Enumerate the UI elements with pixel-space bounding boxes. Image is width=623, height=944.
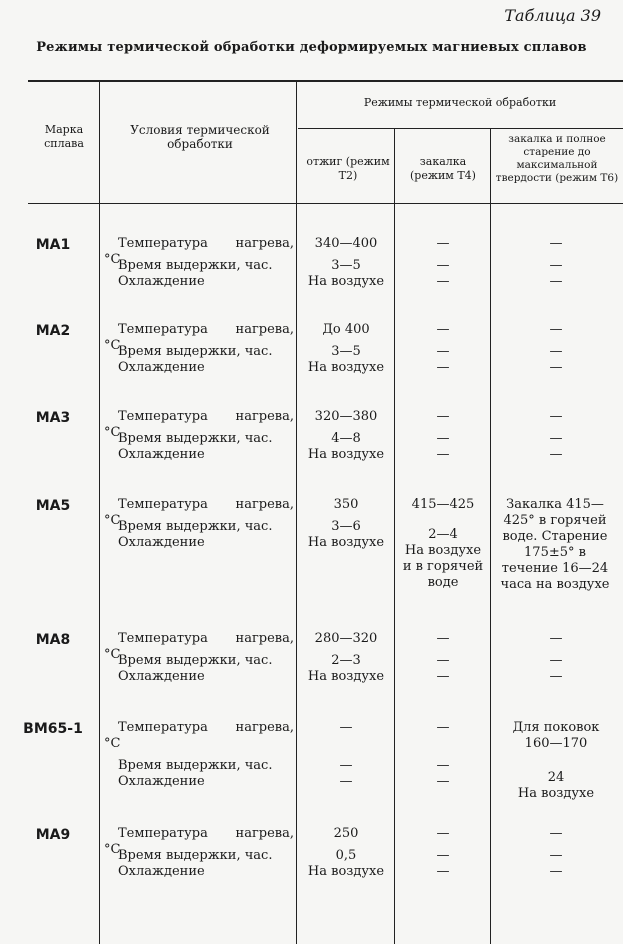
header-conditions: Условия термической обработки <box>130 123 270 151</box>
header-grade: Марка сплава <box>44 123 84 150</box>
cool-label: Охлаждение <box>118 864 205 879</box>
t4-hold: — <box>436 344 450 359</box>
col-divider-1 <box>99 80 100 944</box>
temp-heating-word: нагрева, <box>235 720 294 735</box>
temp-word: Температура <box>118 322 208 337</box>
col-divider-3 <box>394 128 395 944</box>
temp-word: Температура <box>118 409 208 424</box>
t6-temp: — <box>549 631 563 646</box>
hold-label: Время выдержки, час. <box>118 431 273 446</box>
t2-temp: — <box>339 720 353 735</box>
t4-temp: 415—425 <box>411 497 475 512</box>
cool-label: Охлаждение <box>118 774 205 789</box>
t6-hold: — <box>549 344 563 359</box>
t6-temp: — <box>549 409 563 424</box>
temp-word: Температура <box>118 720 208 735</box>
hold-label: Время выдержки, час. <box>118 848 273 863</box>
t6-temp: Для поковок 160—170 <box>512 720 600 751</box>
t4-hold: — <box>436 848 450 863</box>
hold-label: Время выдержки, час. <box>118 344 273 359</box>
alloy-grade: МА1 <box>35 237 71 253</box>
t2-temp: 250 <box>333 826 359 841</box>
t4-hold: — <box>436 653 450 668</box>
temp-word: Температура <box>118 497 208 512</box>
temp-heating-word: нагрева, <box>235 322 294 337</box>
temp-word: Температура <box>118 631 208 646</box>
t6-temp: — <box>549 322 563 337</box>
hold-label: Время выдержки, час. <box>118 258 273 273</box>
alloy-grade: МА9 <box>35 827 71 843</box>
t4-cool: — <box>436 669 450 684</box>
table-top-border <box>28 80 623 82</box>
t4-temp: — <box>436 631 450 646</box>
t4-hold: 2—4 <box>428 527 458 542</box>
t4-hold: — <box>436 258 450 273</box>
t6-temp: — <box>549 826 563 841</box>
temp-unit: °С <box>104 513 121 528</box>
conditions-cell <box>104 826 294 880</box>
col-divider-2 <box>296 80 297 944</box>
t2-cool: На воздухе <box>307 864 385 879</box>
cool-label: Охлаждение <box>118 447 205 462</box>
modes-divider <box>298 128 623 129</box>
temp-heating-word: нагрева, <box>235 631 294 646</box>
header-bottom-border <box>28 203 623 204</box>
t6-cool: — <box>549 669 563 684</box>
t6-cool: На воздухе <box>517 786 595 801</box>
temp-label <box>104 720 294 736</box>
cool-label: Охлаждение <box>118 535 205 550</box>
temp-label <box>104 497 294 513</box>
t2-cool: На воздухе <box>307 447 385 462</box>
t2-temp: До 400 <box>322 322 370 337</box>
t4-cool: — <box>436 447 450 462</box>
temp-label <box>104 409 294 425</box>
hold-label: Время выдержки, час. <box>118 519 273 534</box>
temp-heating-word: нагрева, <box>235 236 294 251</box>
t6-text: Закалка 415—425° в горячей воде. Старение 175±5° в течение 16—24 часа на воздухе <box>500 497 610 592</box>
t6-hold: — <box>549 258 563 273</box>
temp-label <box>104 236 294 252</box>
alloy-grade: МА8 <box>35 632 71 648</box>
hold-label: Время выдержки, час. <box>118 758 273 773</box>
t6-hold: — <box>549 653 563 668</box>
t4-cool: — <box>436 774 450 789</box>
conditions-cell <box>104 409 294 463</box>
t4-temp: — <box>436 322 450 337</box>
t6-cool: — <box>549 274 563 289</box>
t2-hold: 3—6 <box>331 519 361 534</box>
temp-unit: °С <box>104 425 121 440</box>
temp-unit: °С <box>104 252 121 267</box>
temp-word: Температура <box>118 236 208 251</box>
header-modes: Режимы термической обработки <box>363 96 557 109</box>
temp-heating-word: нагрева, <box>235 409 294 424</box>
t2-hold: 0,5 <box>335 848 357 863</box>
conditions-cell <box>104 236 294 290</box>
t2-temp: 320—380 <box>314 409 378 424</box>
temp-unit: °С <box>104 647 121 662</box>
cool-label: Охлаждение <box>118 274 205 289</box>
t2-hold: — <box>339 758 353 773</box>
t4-cool: — <box>436 864 450 879</box>
temp-unit: °С <box>104 736 121 751</box>
cool-label: Охлаждение <box>118 669 205 684</box>
t4-cool: — <box>436 274 450 289</box>
t2-hold: 3—5 <box>331 258 361 273</box>
t6-hold: — <box>549 848 563 863</box>
conditions-cell <box>104 631 294 685</box>
conditions-cell <box>104 720 294 790</box>
t2-cool: — <box>339 774 353 789</box>
alloy-grade: МА3 <box>35 410 71 426</box>
t2-temp: 350 <box>333 497 359 512</box>
temp-label <box>104 631 294 647</box>
t2-hold: 2—3 <box>331 653 361 668</box>
temp-unit: °С <box>104 338 121 353</box>
t2-temp: 340—400 <box>314 236 378 251</box>
t2-cool: На воздухе <box>307 360 385 375</box>
t6-cool: — <box>549 447 563 462</box>
table-caption: Таблица 39 <box>504 6 601 25</box>
t2-temp: 280—320 <box>314 631 378 646</box>
t6-cool: — <box>549 864 563 879</box>
t6-hold: — <box>549 431 563 446</box>
t2-hold: 4—8 <box>331 431 361 446</box>
cool-label: Охлаждение <box>118 360 205 375</box>
t4-temp: — <box>436 236 450 251</box>
t4-cool: На воздухе и в горячей воде <box>402 543 484 590</box>
temp-label <box>104 826 294 842</box>
header-t2: отжиг (режим Т2) <box>306 155 390 182</box>
t4-temp: — <box>436 720 450 735</box>
temp-word: Температура <box>118 826 208 841</box>
alloy-grade: ВМ65-1 <box>23 721 83 737</box>
col-divider-4 <box>490 128 491 944</box>
alloy-grade: МА5 <box>35 498 71 514</box>
table-title: Режимы термической обработки деформируемых магниевых сплавов <box>36 40 587 55</box>
conditions-cell <box>104 497 294 551</box>
header-t4: закалка (режим Т4) <box>410 155 476 182</box>
alloy-grade: МА2 <box>35 323 71 339</box>
header-t6: закалка и полное старение до максимальной твердости (режим Т6) <box>495 133 619 184</box>
t6-hold: 24 <box>547 770 565 785</box>
t6-cool: — <box>549 360 563 375</box>
t2-cool: На воздухе <box>307 274 385 289</box>
temp-heating-word: нагрева, <box>235 826 294 841</box>
temp-heating-word: нагрева, <box>235 497 294 512</box>
t4-cool: — <box>436 360 450 375</box>
conditions-cell <box>104 322 294 376</box>
t4-temp: — <box>436 826 450 841</box>
t4-hold: — <box>436 758 450 773</box>
temp-label <box>104 322 294 338</box>
t4-temp: — <box>436 409 450 424</box>
t2-cool: На воздухе <box>307 669 385 684</box>
t6-temp: — <box>549 236 563 251</box>
t2-hold: 3—5 <box>331 344 361 359</box>
hold-label: Время выдержки, час. <box>118 653 273 668</box>
temp-unit: °С <box>104 842 121 857</box>
t4-hold: — <box>436 431 450 446</box>
t2-cool: На воздухе <box>307 535 385 550</box>
